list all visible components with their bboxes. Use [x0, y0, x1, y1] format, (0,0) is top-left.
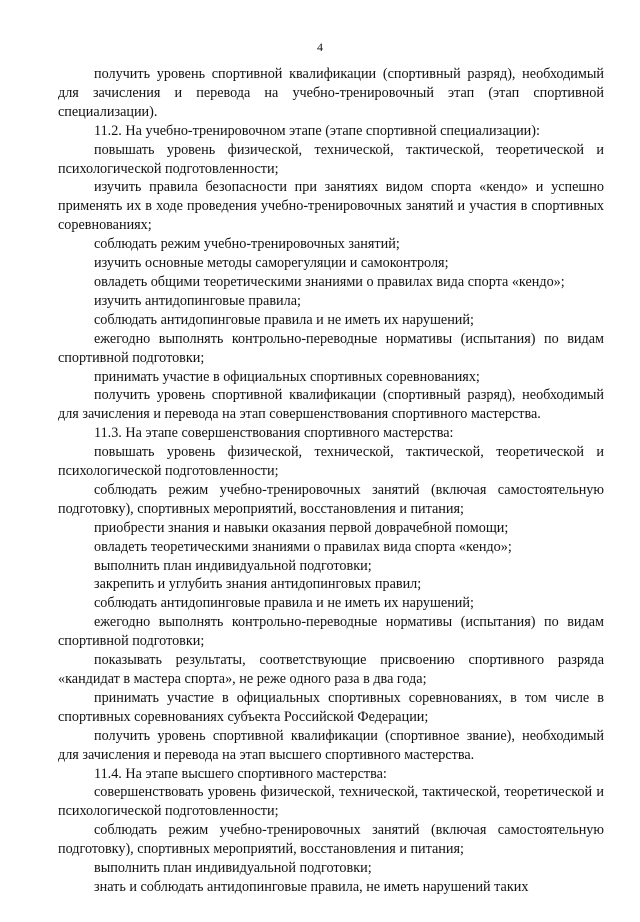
paragraph: соблюдать антидопинговые правила и не иметь их нарушений; [94, 311, 474, 328]
paragraph: изучить антидопинговые правила; [94, 292, 301, 309]
paragraph: овладеть теоретическими знаниями о правилах вида спорта «кендо»; [94, 538, 512, 555]
document-body [58, 65, 604, 897]
paragraph: ежегодно выполнять контрольно-переводные нормативы (испытания) по видам спортивной подготовки; [58, 330, 604, 366]
section-heading-11-2: 11.2. На учебно-тренировочном этапе (этапе спортивной специализации): [94, 122, 540, 139]
paragraph: овладеть общими теоретическими знаниями о правилах вида спорта «кендо»; [94, 273, 565, 290]
paragraph: показывать результаты, соответствующие присвоению спортивного разряда «кандидат в мастера спорта», не реже одного раза в два года; [58, 652, 604, 687]
paragraph: соблюдать режим учебно-тренировочных занятий; [94, 236, 400, 253]
paragraph: повышать уровень физической, технической, тактической, теоретической и психологической подготовленности; [58, 444, 604, 480]
paragraph: совершенствовать уровень физической, технической, тактической, теоретической и психологической подготовленности; [58, 784, 604, 820]
paragraph: повышать уровень физической, технической, тактической, теоретической и психологической подготовленности; [58, 141, 604, 177]
paragraph: получить уровень спортивной квалификации (спортивный разряд), необходимый для зачисления и перевода на учебно-тренировочный этап (этап спортивной специализации). [58, 66, 604, 120]
paragraph: закрепить и углубить знания антидопинговых правил; [94, 576, 422, 593]
paragraph: принимать участие в официальных спортивных соревнованиях, в том числе в спортивных соревнованиях субъекта Российской Федерации; [58, 689, 604, 725]
paragraph: получить уровень спортивной квалификации (спортивный разряд), необходимый для зачисления и перевода на этап совершенствования спортивного мастерства. [58, 387, 604, 423]
paragraph: соблюдать режим учебно-тренировочных занятий (включая самостоятельную подготовку), спортивных мероприятий, восстановления и питания; [58, 822, 604, 858]
section-heading-11-4: 11.4. На этапе высшего спортивного мастерства: [94, 765, 387, 782]
paragraph: соблюдать режим учебно-тренировочных занятий (включая самостоятельную подготовку), спортивных мероприятий, восстановления и питания; [58, 481, 604, 517]
section-heading-11-3: 11.3. На этапе совершенствования спортивного мастерства: [94, 425, 454, 442]
paragraph: приобрести знания и навыки оказания первой доврачебной помощи; [94, 519, 509, 536]
paragraph: ежегодно выполнять контрольно-переводные нормативы (испытания) по видам спортивной подготовки; [58, 614, 604, 650]
paragraph: выполнить план индивидуальной подготовки; [94, 860, 372, 877]
paragraph: соблюдать антидопинговые правила и не иметь их нарушений; [94, 595, 474, 612]
paragraph: знать и соблюдать антидопинговые правила, не иметь нарушений таких [94, 878, 529, 895]
paragraph: изучить основные методы саморегуляции и самоконтроля; [94, 255, 449, 272]
paragraph: изучить правила безопасности при занятиях видом спорта «кендо» и успешно применять их в ходе проведения учебно-тренировочных занятий и участия в спортивных соревнованиях; [58, 179, 604, 234]
paragraph: принимать участие в официальных спортивных соревнованиях; [94, 368, 480, 385]
page-number: 4 [317, 40, 323, 54]
paragraph: выполнить план индивидуальной подготовки; [94, 557, 372, 574]
paragraph: получить уровень спортивной квалификации (спортивное звание), необходимый для зачисления и перевода на этап высшего спортивного мастерства. [58, 727, 604, 763]
